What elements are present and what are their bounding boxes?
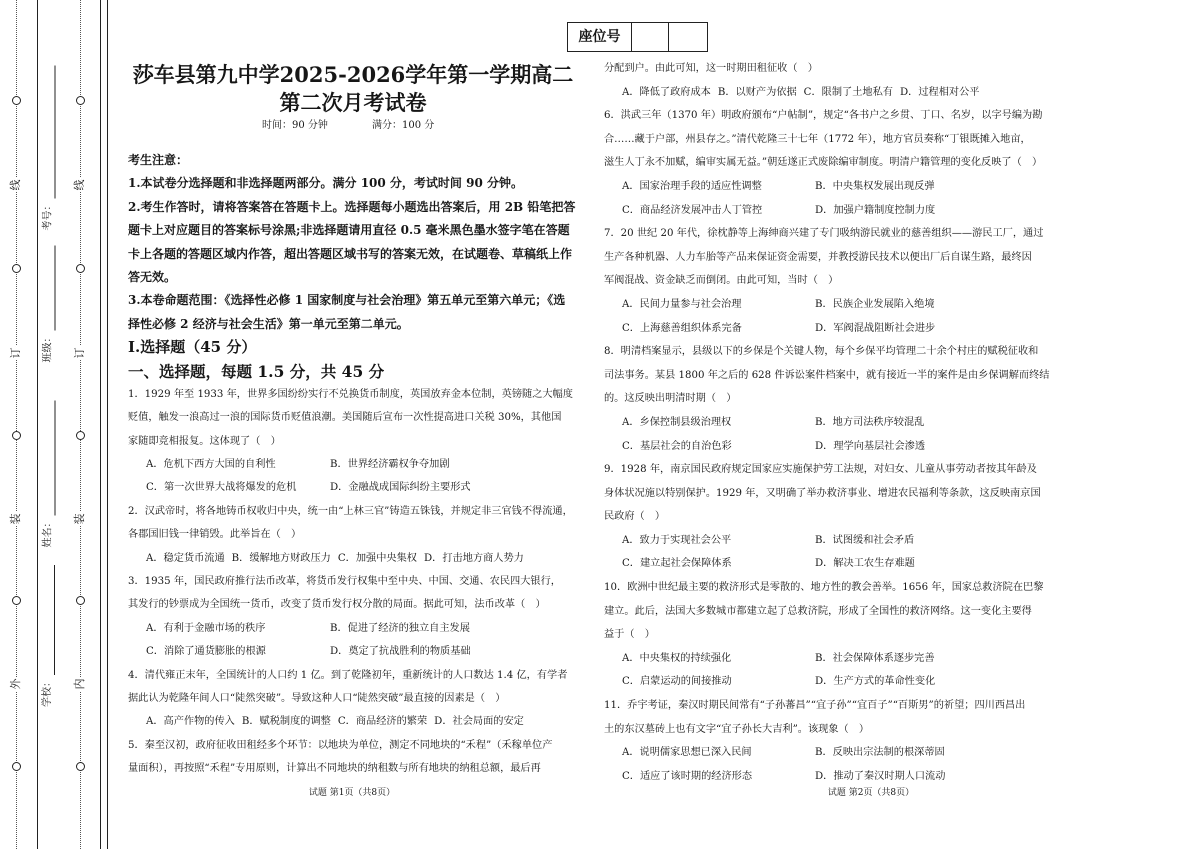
- section-part-title: Ⅰ.选择题（45 分）: [128, 338, 257, 357]
- question-stem-line: 各郡国旧钱一律销毁。此举旨在（ ）: [128, 529, 302, 541]
- question-stem-line: 9．1928 年，南京国民政府规定国家应实施保护劳工法规，对妇女、儿童从事劳动者按其年龄及: [604, 464, 1037, 476]
- question-block: [604, 222, 1049, 340]
- field-underline: [44, 65, 55, 198]
- question-stem-line: 10．欧洲中世纪最主要的救济形式是零散的、地方性的教会善举。1656 年，国家总救济院在巴黎: [604, 582, 1044, 594]
- answer-option: A．国家治理手段的适应性调整: [622, 180, 762, 192]
- circle-icon: [76, 431, 85, 440]
- field-label: 学校：: [42, 677, 53, 707]
- notice-line: 答无效。: [128, 269, 177, 284]
- binding-mark: 装: [73, 513, 86, 525]
- question-stem-line: 3．1935 年，国民政府推行法币改革，将货币发行权集中至中央、中国、交通、农民四大银行，: [128, 576, 561, 588]
- answer-option: D．过程相对公平: [899, 86, 980, 98]
- page-footer: 试题 第2页（共8页）: [827, 788, 915, 798]
- circle-icon: [76, 596, 85, 605]
- answer-option: C．启蒙运动的间接推动: [622, 676, 732, 688]
- question-stem-line: 滋生人丁永不加赋，编审实属无益。”朝廷遂正式废除编审制度。明清户籍管理的变化反映了（ ）: [604, 157, 1043, 169]
- question-stem-line: 1．1929 年至 1933 年，世界多国纷纷实行不兑换货币制度，英国放弃金本位制，英镑随之大幅度: [128, 388, 573, 400]
- binding-mark: 外: [9, 678, 22, 690]
- strip-border-line: [37, 0, 38, 849]
- option-row: [128, 476, 575, 499]
- answer-option: B．社会保障体系逐步完善: [815, 652, 935, 664]
- option-row: [604, 435, 1049, 459]
- exam-number-field: [41, 65, 55, 230]
- option-row: [604, 552, 1049, 576]
- option-row: [128, 547, 575, 570]
- answer-option: D．生产方式的革命性变化: [815, 676, 936, 688]
- seat-number-label: 座位号: [568, 23, 632, 51]
- answer-option: A．稳定货币流通: [146, 552, 225, 564]
- notice-line: 题卡上对应题目的答案标号涂黑;非选择题请用直径 0.5 毫米黑色墨水签字笔在答题: [128, 223, 570, 238]
- field-label: 班级：: [42, 332, 53, 362]
- binding-mark: 订: [9, 347, 22, 359]
- strip-border-line: [100, 0, 101, 849]
- option-row: [604, 411, 1049, 435]
- class-field: [41, 245, 55, 362]
- question-stem-line: 生产各种机器、人力车胎等产品来保证资金需要，并教授游民技术以便出厂后自谋生路，最终因: [604, 251, 1032, 263]
- answer-option: A．民间力量参与社会治理: [622, 298, 742, 310]
- circle-icon: [12, 96, 21, 105]
- answer-option: B．世界经济霸权争夺加剧: [330, 459, 450, 471]
- question-stem-line: 8．明清档案显示，县级以下的乡保是个关键人物，每个乡保平均管理二十余个村庄的赋税征收和: [604, 346, 1039, 358]
- option-row: [604, 175, 1049, 199]
- question-block: [128, 383, 575, 500]
- question-block: [128, 500, 575, 570]
- question-stem-line: 2．汉武帝时，将各地铸币权收归中央，统一由“上林三官”铸造五铢钱，并规定非三官钱不得流通，: [128, 505, 573, 517]
- answer-option: C．加强中央集权: [337, 552, 417, 564]
- answer-option: D．奠定了抗战胜利的物质基础: [330, 646, 471, 658]
- answer-option: A．降低了政府成本: [622, 86, 711, 98]
- question-stem-line: 11．乔宇考证，秦汉时期民间常有“子孙蕃昌”“宜子孙”“宜百子”“百斯男”的祈望；四川西昌出: [604, 700, 1026, 712]
- question-stem-line: 家随即竞相报复。这体现了（ ）: [128, 435, 281, 447]
- answer-option: B．地方司法秩序较混乱: [815, 416, 925, 428]
- question-list: [604, 57, 1049, 788]
- notice-line: 卡上各题的答题区域内作答，超出答题区域书写的答案无效，在试题卷、草稿纸上作: [128, 246, 573, 261]
- binding-mark: 内: [73, 678, 86, 690]
- answer-option: B．促进了经济的独立自主发展: [330, 622, 470, 634]
- outer-cut-line: [16, 0, 17, 849]
- question-stem-line: 土的东汉墓砖上也有文字“宜子孙长大吉利”。该现象（ ）: [604, 723, 870, 735]
- option-row: [604, 647, 1049, 671]
- question-stem-line: 7．20 世纪 20 年代，徐枕静等上海绅商兴建了专门吸纳游民就业的慈善组织——游民工厂，通过: [604, 228, 1044, 240]
- question-list: [128, 383, 575, 781]
- exam-duration: 时间：90 分钟: [262, 120, 328, 131]
- circle-icon: [12, 596, 21, 605]
- option-row: [128, 453, 575, 476]
- question-stem-line: 量面积），再按照“禾程”专用原则，计算出不同地块的纳租数与所有地块的纳租总额，最后再: [128, 763, 541, 775]
- strip-border-line: [107, 0, 108, 849]
- answer-option: A．乡保控制县级治理权: [622, 416, 732, 428]
- question-stem-line: 4．清代雍正末年，全国统计的人口约 1 亿。到了乾隆初年，重新统计的人口数达 1.4 亿，有学者: [128, 669, 568, 681]
- answer-option: C．第一次世界大战将爆发的危机: [146, 482, 297, 494]
- circle-icon: [12, 431, 21, 440]
- answer-option: B．民族企业发展陷入绝境: [815, 298, 935, 310]
- answer-option: A．高产作物的传入: [146, 716, 235, 728]
- answer-option: D．推动了秦汉时期人口流动: [815, 770, 946, 782]
- answer-option: B．中央集权发展出现反弹: [815, 180, 935, 192]
- question-block: [604, 458, 1049, 576]
- answer-option: D．加强户籍制度控制力度: [815, 204, 936, 216]
- question-block: [128, 664, 575, 734]
- field-underline: [44, 565, 55, 675]
- answer-option: C．建立起社会保障体系: [622, 558, 732, 570]
- question-block: [604, 576, 1049, 694]
- question-stem-line: 身体状况施以特别保护。1929 年，又明确了举办救济事业、增进农民福利等条款，这反映南京国: [604, 487, 1041, 499]
- title-line: 莎车县第九中学2025-2026学年第一学期高二: [132, 62, 574, 87]
- notice-line: 1.本试卷分选择题和非选择题两部分。满分 100 分，考试时间 90 分钟。: [128, 176, 523, 191]
- question-stem-line: 军阀混战、资金缺乏而倒闭。由此可知，当时（ ）: [604, 275, 839, 287]
- question-stem-line: 贬值，触发一浪高过一浪的国际货币贬值浪潮。美国随后宣布一次性提高进口关税 30%，其他国: [128, 412, 562, 424]
- answer-option: D．解决工农生存难题: [815, 558, 915, 570]
- answer-option: D．理学向基层社会渗透: [815, 440, 926, 452]
- exam-notice: [128, 149, 575, 336]
- answer-option: C．商品经济的繁荣: [337, 716, 428, 728]
- notice-heading: 考生注意：: [128, 153, 189, 167]
- question-stem-line: 分配到户。由此可知，这一时期田租征收（ ）: [604, 63, 818, 74]
- binding-mark: 订: [73, 347, 86, 359]
- circle-icon: [76, 96, 85, 105]
- option-row: [128, 710, 575, 733]
- question-stem-line: 其发行的钞票成为全国统一货币，改变了货币发行权分散的局面。据此可知，法币改革（ ）: [128, 599, 546, 611]
- answer-option: C．上海慈善组织体系完备: [622, 322, 742, 334]
- answer-option: A．中央集权的持续强化: [622, 652, 732, 664]
- page-footer: 试题 第1页（共8页）: [308, 788, 396, 798]
- answer-option: C．适应了该时期的经济形态: [622, 770, 753, 782]
- answer-option: D．金融战成国际纠纷主要形式: [330, 482, 471, 494]
- question-stem-line: 5．秦至汉初，政府征收田租经多个环节：以地块为单位，测定不同地块的“禾程”（禾稼单位产: [128, 739, 553, 751]
- field-underline: [44, 400, 55, 515]
- question-block: [604, 694, 1049, 788]
- answer-option: B．以财产为依据: [717, 86, 797, 98]
- answer-option: C．限制了土地私有: [803, 86, 893, 98]
- notice-line: 3.本卷命题范围：《选择性必修 1 国家制度与社会治理》第五单元至第六单元；《选: [128, 293, 566, 308]
- answer-option: C．基层社会的自治色彩: [622, 440, 732, 452]
- title-line: 第二次月考试卷: [279, 90, 427, 115]
- question-stem-line: 合……藏于户部，州县存之。”清代乾隆三十七年（1772 年），地方官员奏称“丁银既摊入地亩，: [604, 133, 1031, 145]
- field-label: 考号：: [42, 200, 53, 230]
- notice-line: 2.考生作答时，请将答案答在答题卡上。选择题每小题选出答案后，用 2B 铅笔把答: [128, 199, 576, 214]
- notice-line: 择性必修 2 经济与社会生活》第一单元至第二单元。: [128, 316, 409, 331]
- question-stem-line: 司法事务。某县 1800 年之后的 628 件诉讼案件档案中，就有接近一半的案件是由乡保调解而终结: [604, 369, 1050, 381]
- field-label: 姓名：: [42, 517, 53, 547]
- answer-option: B．缓解地方财政压力: [231, 552, 331, 564]
- circle-icon: [12, 762, 21, 771]
- question-stem-line: 建立。此后，法国大多数城市都建立起了总救济院，形成了全国性的救济网络。这一变化主要得: [604, 605, 1032, 617]
- seat-number-cell: [632, 23, 669, 51]
- circle-icon: [76, 264, 85, 273]
- binding-mark: 装: [9, 513, 22, 525]
- name-field: [41, 400, 55, 547]
- binding-mark: 线: [9, 179, 22, 191]
- question-block: [604, 57, 1049, 104]
- answer-option: A．有利于金融市场的秩序: [146, 622, 266, 634]
- answer-option: B．试图缓和社会矛盾: [815, 534, 915, 546]
- question-block: [604, 340, 1049, 458]
- question-stem-line: 6．洪武三年（1370 年）明政府颁布“户帖制”，规定“各书户之乡贯、丁口、名岁，以字号编为勘: [604, 110, 1043, 122]
- option-row: [604, 670, 1049, 694]
- exam-title: [118, 61, 588, 117]
- inner-cut-line: [80, 0, 81, 849]
- circle-icon: [76, 762, 85, 771]
- question-stem-line: 据此认为乾隆年间人口“陡然突破”。导致这种人口“陡然突破”最直接的因素是（ ）: [128, 692, 506, 704]
- question-block: [128, 734, 575, 781]
- option-row: [604, 741, 1049, 765]
- answer-option: D．打击地方商人势力: [423, 552, 524, 564]
- page-2-column: [604, 57, 1049, 788]
- answer-option: A．致力于实现社会公平: [622, 534, 732, 546]
- answer-option: C．消除了通货膨胀的根源: [146, 646, 266, 658]
- section-heading: 一、选择题，每题 1.5 分，共 45 分: [128, 361, 385, 381]
- question-stem-line: 益于（ ）: [604, 629, 655, 641]
- answer-option: C．商品经济发展冲击人丁管控: [622, 204, 763, 216]
- option-row: [604, 81, 1049, 105]
- question-block: [128, 570, 575, 664]
- option-row: [604, 765, 1049, 789]
- option-row: [604, 199, 1049, 223]
- question-block: [604, 104, 1049, 222]
- seat-number-cell: [669, 23, 707, 51]
- option-row: [604, 317, 1049, 341]
- answer-option: D．社会局面的安定: [434, 716, 524, 728]
- exam-full-score: 满分：100 分: [372, 120, 435, 131]
- seat-number-box: [567, 22, 708, 52]
- option-row: [604, 529, 1049, 553]
- circle-icon: [12, 264, 21, 273]
- option-row: [128, 640, 575, 663]
- binding-mark: 线: [73, 179, 86, 191]
- answer-option: A．说明儒家思想已深入民间: [622, 747, 752, 759]
- option-row: [604, 293, 1049, 317]
- field-underline: [44, 245, 55, 330]
- answer-option: A．危机下西方大国的自利性: [146, 459, 276, 471]
- question-stem-line: 的。这反映出明清时期（ ）: [604, 393, 737, 405]
- page-1-column: [128, 149, 575, 781]
- answer-option: B．赋税制度的调整: [241, 716, 331, 728]
- answer-option: B．反映出宗法制的根深蒂固: [815, 747, 945, 759]
- answer-option: D．军阀混战阻断社会进步: [815, 322, 936, 334]
- question-stem-line: 民政府（ ）: [604, 511, 666, 523]
- school-field: [41, 565, 55, 707]
- option-row: [128, 617, 575, 640]
